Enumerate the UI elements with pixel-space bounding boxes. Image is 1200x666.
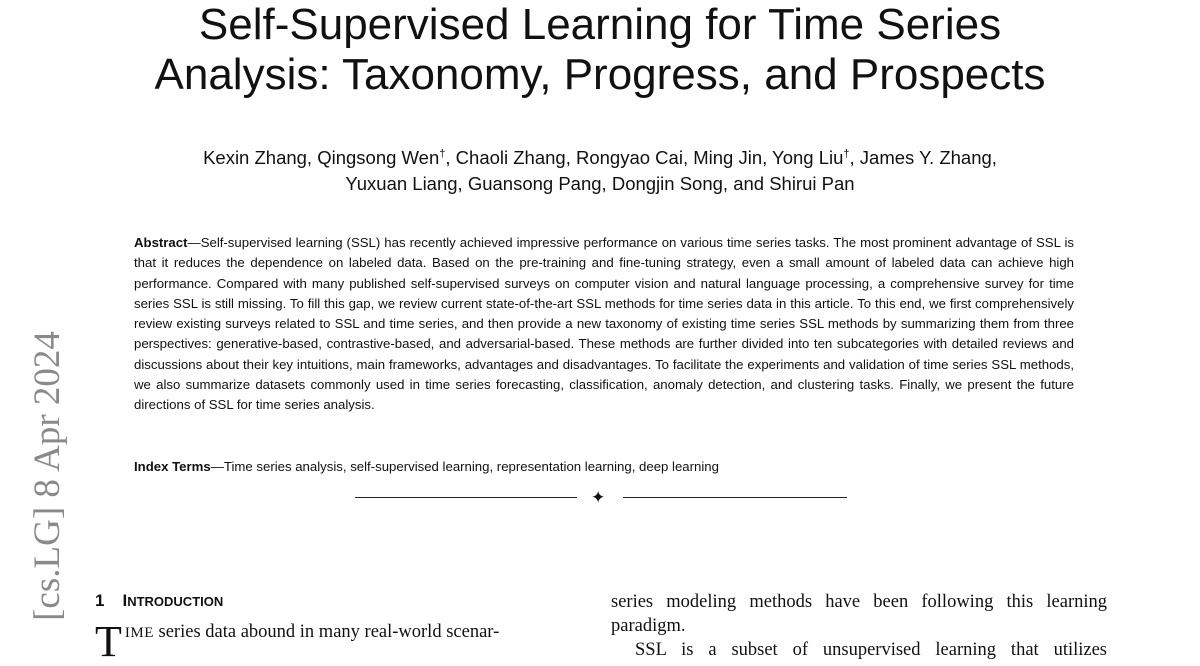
author-names-a: Kexin Zhang, Qingsong Wen: [203, 147, 440, 168]
abstract: [134, 233, 1074, 416]
section-heading-introduction: [95, 590, 223, 613]
corresponding-author-mark: †: [843, 148, 850, 160]
author-list: [0, 145, 1200, 197]
right-column-line-1: series modeling methods have been following this learning: [611, 592, 1107, 612]
paper-title-line-1: Self-Supervised Learning for Time Series: [198, 0, 1002, 49]
author-names-c: , James Y. Zhang,: [849, 147, 997, 168]
introduction-paragraph: [95, 617, 589, 666]
abstract-text: —Self-supervised learning (SSL) has recently achieved impressive performance on various time series tasks. The most prominent advantage of SSL is that it reduces the dependence on labeled data. Based on the pre-training and fine-tuning strategy, even a small amount of labeled data can achieve high performance. Compared with many published self-supervised surveys on computer vision and natural language processing, a comprehensive survey for time series SSL is still missing. To fill this gap, we review current state-of-the-art SSL methods for time series data in this article. To this end, we first comprehensively review existing surveys related to SSL and time series, and then provide a new taxonomy of existing time series SSL methods by summarizing them from three perspectives: generative-based, contrastive-based, and adversarial-based. These methods are further divided into ten subcategories with detailed reviews and discussions about their key intuitions, main frameworks, advantages and disadvantages. To facilitate the experiments and validation of time series SSL methods, we also summarize datasets commonly used in time series forecasting, classification, anomaly detection, and clustering tasks. Finally, we present the future directions of SSL for time series analysis.: [134, 235, 1074, 413]
author-line-1: [0, 145, 1200, 171]
section-number: 1: [95, 591, 105, 610]
drop-cap: T: [95, 617, 122, 666]
diamond-ornament-icon: ✦: [591, 488, 606, 508]
intro-text: series data abound in many real-world scenar-: [153, 622, 500, 642]
intro-first-word: IME: [124, 625, 154, 641]
right-column-line-3: SSL is a subset of unsupervised learning that utilizes: [635, 640, 1107, 660]
section-divider: [355, 487, 847, 509]
right-column-line-2: paradigm.: [611, 616, 686, 636]
paper-title: [0, 0, 1200, 100]
corresponding-author-mark: †: [439, 148, 446, 160]
divider-line-right: [623, 497, 847, 498]
index-terms-text: —Time series analysis, self-supervised learning, representation learning, deep learning: [210, 459, 719, 474]
index-terms: [134, 457, 1074, 477]
section-title-initial: I: [122, 591, 128, 610]
author-line-2: Yuxuan Liang, Guansong Pang, Dongjin Song, and Shirui Pan: [345, 173, 855, 194]
right-column-text: [611, 590, 1107, 662]
abstract-label: Abstract: [134, 235, 188, 250]
index-terms-label: Index Terms: [134, 459, 211, 474]
author-names-b: , Chaoli Zhang, Rongyao Cai, Ming Jin, Yong Liu: [445, 147, 844, 168]
section-title-rest: NTRODUCTION: [127, 594, 224, 609]
divider-line-left: [355, 497, 577, 498]
arxiv-side-stamp: [cs.LG] 8 Apr 2024: [27, 331, 68, 621]
paper-title-line-2: Analysis: Taxonomy, Progress, and Prospects: [154, 50, 1046, 99]
